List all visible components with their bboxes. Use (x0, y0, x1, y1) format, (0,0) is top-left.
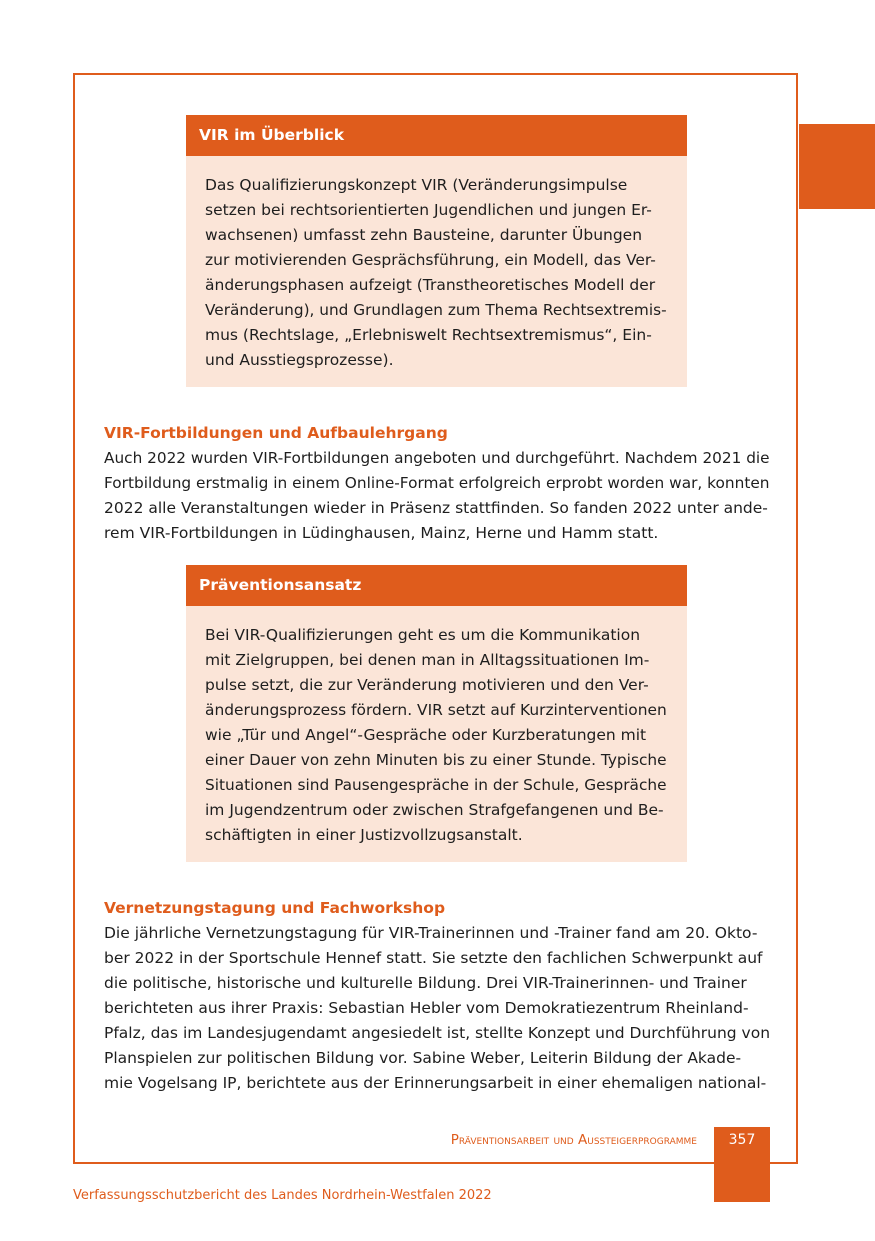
chapter-tab-marker (799, 124, 875, 209)
text-line: und Ausstiegsprozesse). (205, 351, 394, 369)
paragraph-vernetzungstagung (104, 921, 774, 1096)
publication-footer: Verfassungsschutzbericht des Landes Nordrhein-Westfalen 2022 (73, 1188, 492, 1203)
text-line: Planspielen zur politischen Bildung vor. Sabine Weber, Leiterin Bildung der Akade- (104, 1049, 742, 1067)
text-line: wachsenen) umfasst zehn Bausteine, darunter Übungen (205, 226, 643, 244)
text-line: schäftigten in einer Justizvollzugsanstalt. (205, 826, 523, 844)
paragraph-fortbildungen (104, 446, 774, 546)
section-heading-vernetzungstagung: Vernetzungstagung und Fachworkshop (104, 899, 446, 917)
text-line: Die jährliche Vernetzungstagung für VIR-Trainerinnen und -Trainer fand am 20. Okto- (104, 924, 758, 942)
text-line: Fortbildung erstmalig in einem Online-Format erfolgreich erprobt worden war, konnten (104, 474, 770, 492)
text-line: mit Zielgruppen, bei denen man in Alltagssituationen Im- (205, 651, 650, 669)
page-number: 357 (728, 1132, 756, 1148)
text-line: mus (Rechtslage, „Erlebniswelt Rechtsextremismus“, Ein- (205, 326, 652, 344)
text-line: änderungsprozess fördern. VIR setzt auf Kurzinterventionen (205, 701, 667, 719)
text-line: rem VIR-Fortbildungen in Lüdinghausen, Mainz, Herne und Hamm statt. (104, 524, 659, 542)
info-box-title: Präventionsansatz (186, 565, 687, 606)
text-line: zur motivierenden Gesprächsführung, ein Modell, das Ver- (205, 251, 656, 269)
text-line: änderungsphasen aufzeigt (Transtheoretisches Modell der (205, 276, 656, 294)
text-line: berichteten aus ihrer Praxis: Sebastian Hebler vom Demokratiezentrum Rheinland- (104, 999, 749, 1017)
text-line: Das Qualifizierungskonzept VIR (Veränderungsimpulse (205, 176, 628, 194)
text-line: Auch 2022 wurden VIR-Fortbildungen angeboten und durchgeführt. Nachdem 2021 die (104, 449, 770, 467)
info-box-text (186, 156, 687, 387)
text-line: ber 2022 in der Sportschule Hennef statt. Sie setzte den fachlichen Schwerpunkt auf (104, 949, 763, 967)
text-line: 2022 alle Veranstaltungen wieder in Präsenz stattfinden. So fanden 2022 unter ande- (104, 499, 768, 517)
running-head: Präventionsarbeit und Aussteigerprogramme (450, 1132, 697, 1148)
text-line: einer Dauer von zehn Minuten bis zu einer Stunde. Typische (205, 751, 667, 769)
section-heading-fortbildungen: VIR-Fortbildungen und Aufbaulehrgang (104, 424, 448, 442)
text-line: mie Vogelsang IP, berichtete aus der Erinnerungsarbeit in einer ehemaligen national- (104, 1074, 767, 1092)
text-line: im Jugendzentrum oder zwischen Strafgefangenen und Be- (205, 801, 664, 819)
text-line: Veränderung), und Grundlagen zum Thema Rechtsextremis- (205, 301, 667, 319)
text-line: setzen bei rechtsorientierten Jugendlichen und jungen Er- (205, 201, 652, 219)
text-line: die politische, historische und kulturelle Bildung. Drei VIR-Trainerinnen- und Trainer (104, 974, 747, 992)
info-box-praeventionsansatz (186, 565, 687, 862)
text-line: Pfalz, das im Landesjugendamt angesiedelt ist, stellte Konzept und Durchführung von (104, 1024, 771, 1042)
text-line: pulse setzt, die zur Veränderung motivieren und den Ver- (205, 676, 649, 694)
text-line: wie „Tür und Angel“-Gespräche oder Kurzberatungen mit (205, 726, 647, 744)
info-box-text (186, 606, 687, 862)
info-box-vir-overview (186, 115, 687, 387)
text-line: Situationen sind Pausengespräche in der Schule, Gespräche (205, 776, 667, 794)
info-box-title: VIR im Überblick (186, 115, 687, 156)
text-line: Bei VIR-Qualifizierungen geht es um die Kommunikation (205, 626, 641, 644)
